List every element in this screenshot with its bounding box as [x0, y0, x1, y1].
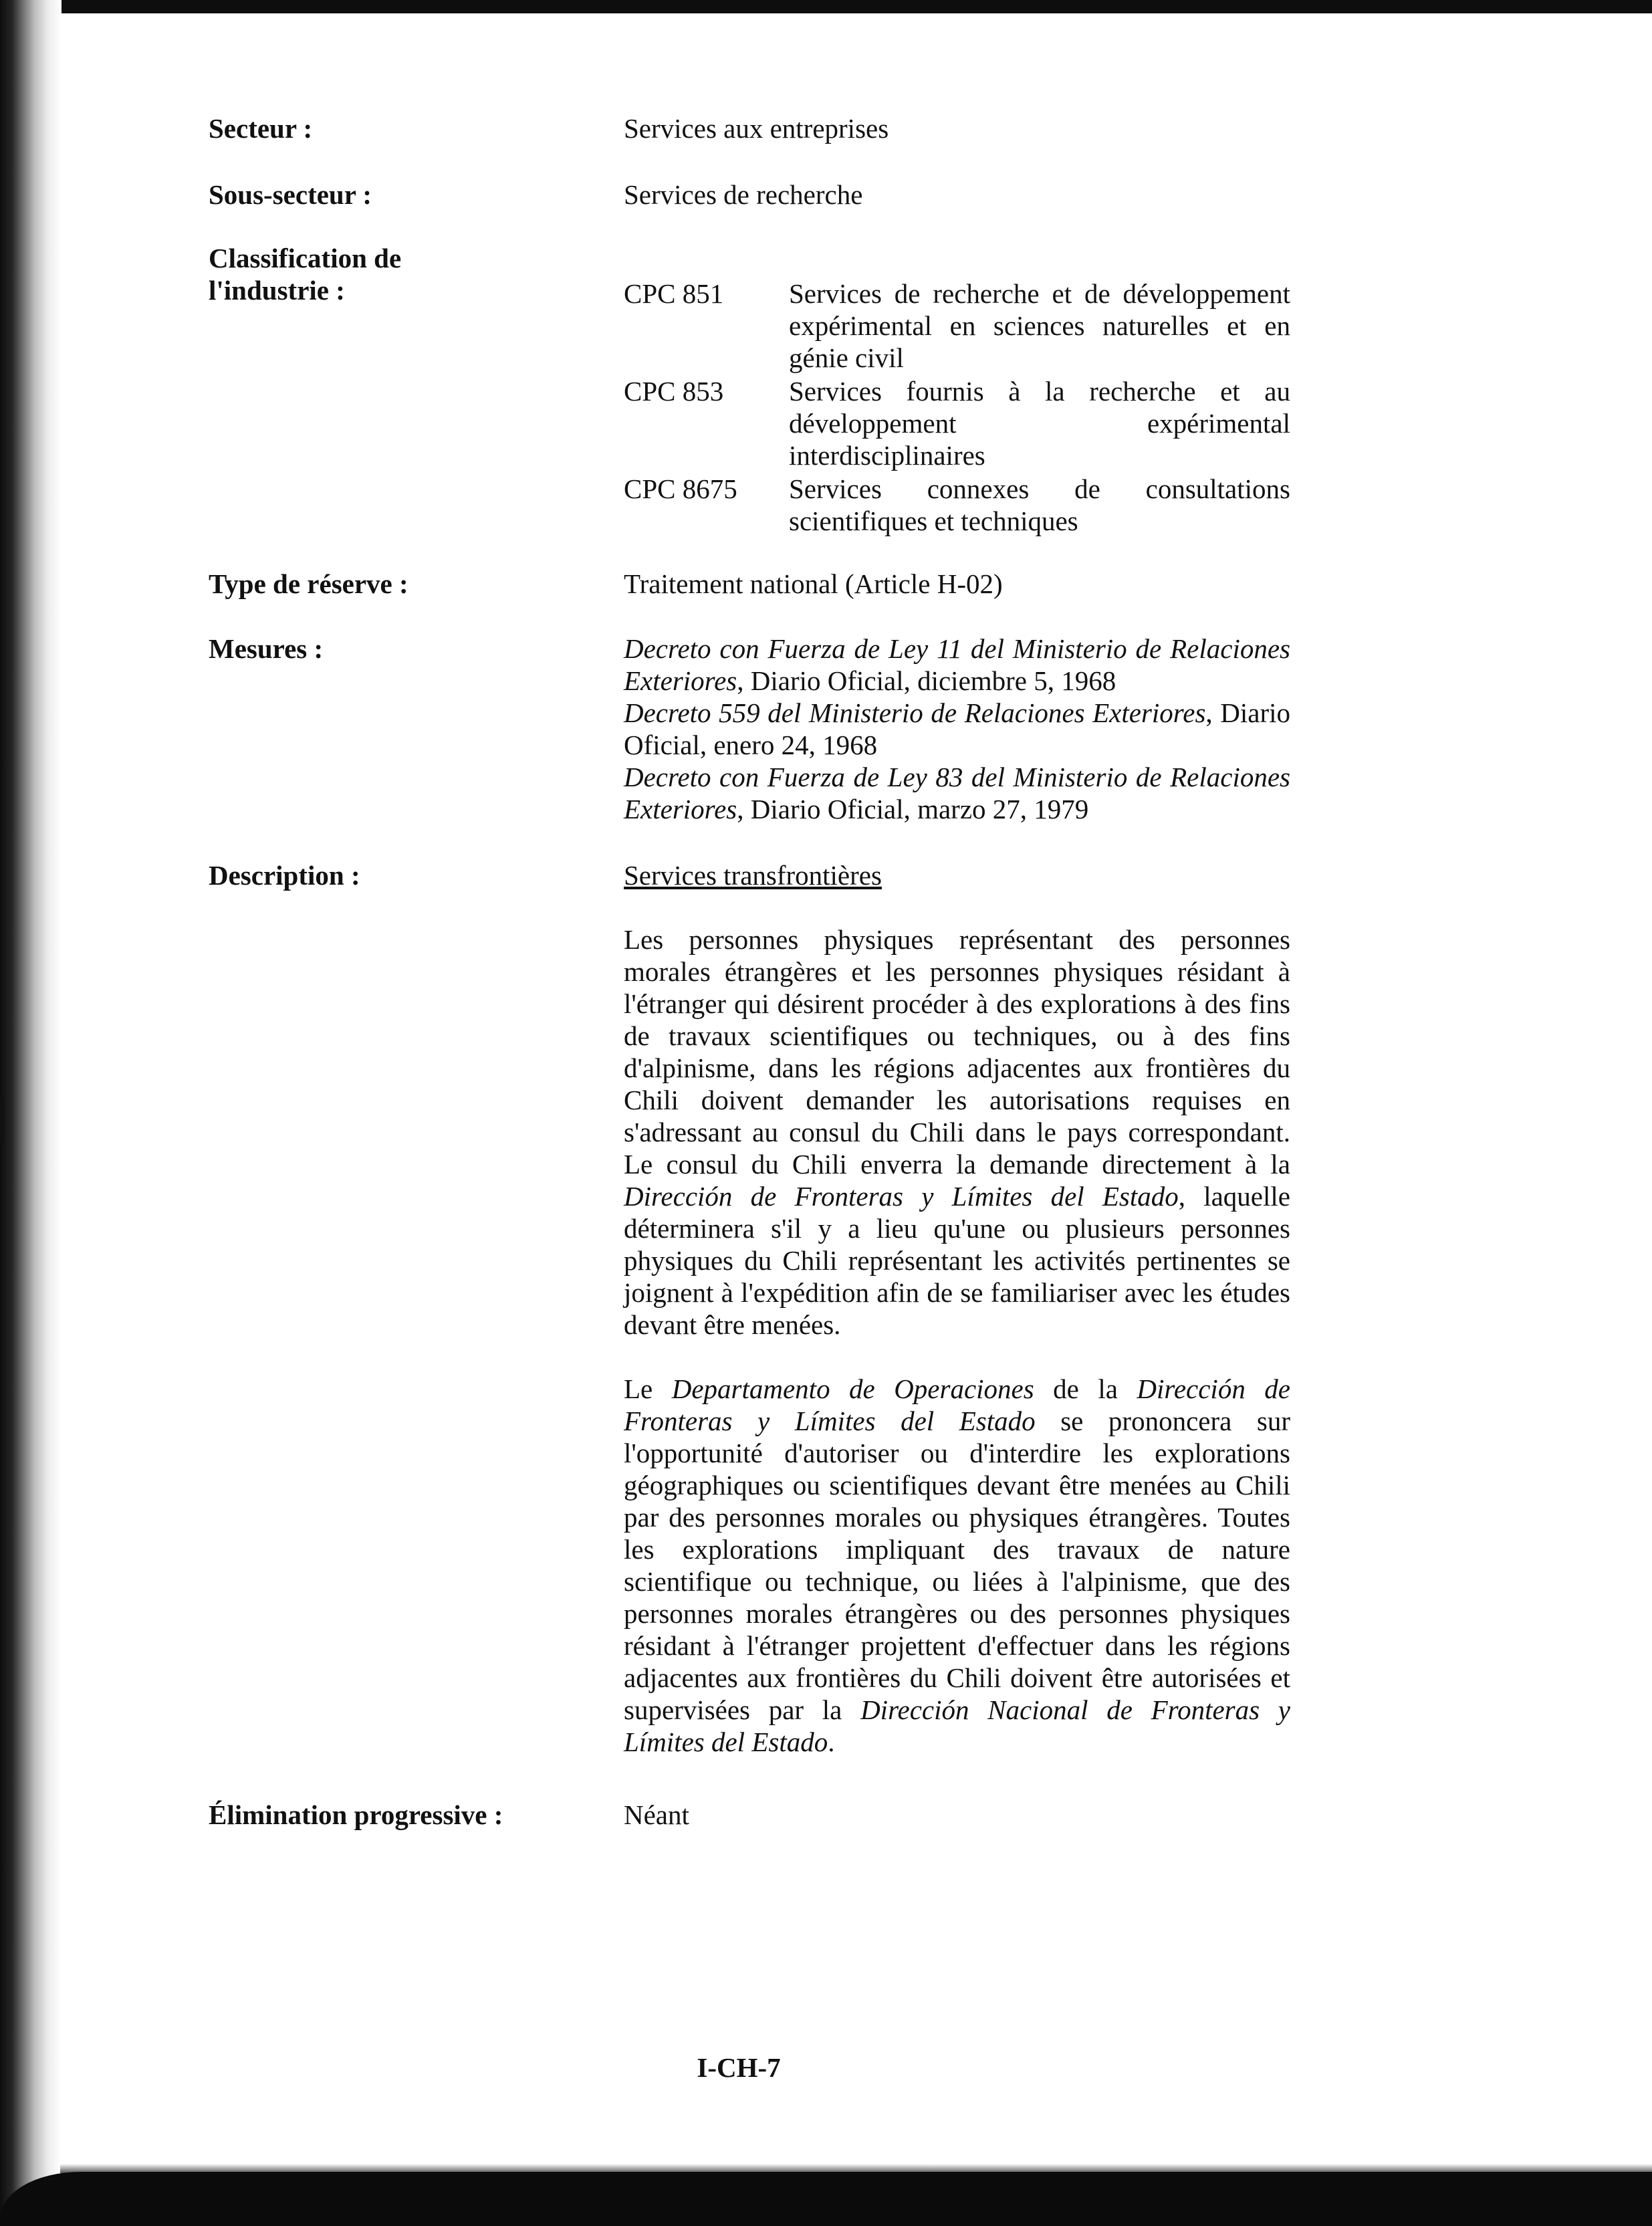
cpc-code: CPC 851 [624, 278, 724, 309]
agency-name: Dirección Nacional de Fronteras y Límites del Estado [624, 1694, 1290, 1757]
cpc-description: Services fournis à la recherche et au développement expérimental interdisciplinaires [789, 376, 1290, 471]
department-name: Departamento de Operaciones [671, 1373, 1034, 1404]
measure-source: , Diario Oficial, marzo 27, 1979 [737, 794, 1089, 824]
measure-title: Decreto con Fuerza de Ley 83 del Ministerio de Relaciones Exteriores [624, 762, 1290, 824]
agency-name: Dirección de Fronteras y Límites del Estado [624, 1181, 1179, 1212]
description-body [624, 859, 1290, 1758]
measure-item [624, 761, 1290, 825]
subsector-label: Sous-secteur : [209, 179, 372, 210]
cpc-code: CPC 853 [624, 376, 724, 407]
cpc-description: Services connexes de consultations scientifiques et techniques [789, 473, 1290, 536]
sector-label: Secteur : [209, 113, 313, 144]
measure-title: Decreto con Fuerza de Ley 11 del Ministerio de Relaciones Exteriores [624, 633, 1290, 696]
description-paragraph-2: Le Departamento de Operaciones de la Dirección de Fronteras y Límites del Estado se prononcera sur l'opportunité d'autoriser ou d'interdire les explorations géographiques ou scientifiques devant être menées au Chili par des personnes morales ou physiques étrangères. Toutes les explorations impliquant des travaux de nature scientifique ou technique, ou liées à l'alpinisme, que des personnes morales étrangères ou des personnes physiques résidant à l'étranger projettent d'effectuer dans les régions adjacentes aux frontières du Chili doivent être autorisées et supervisées par la Dirección Nacional de Fronteras y Límites del Estado. [624, 1373, 1290, 1757]
classification-label: Classification de l'industrie : [209, 243, 402, 306]
phase-out-value: Néant [624, 1799, 689, 1830]
scan-top-border [0, 0, 1652, 13]
reservation-type-value: Traitement national (Article H-02) [624, 568, 1003, 599]
measure-source: , Diario Oficial, diciembre 5, 1968 [737, 665, 1116, 696]
reservation-type-label: Type de réserve : [209, 568, 408, 599]
sector-value: Services aux entreprises [624, 113, 889, 144]
measure-source: , Diario Oficial, enero 24, 1968 [624, 697, 1291, 760]
description-paragraph-1: Les personnes physiques représentant des personnes morales étrangères et les personnes physiques résidant à l'étranger qui désirent procéder à des explorations à des fins de travaux scientifiques ou techniques, ou à des fins d'alpinisme, dans les régions adjacentes aux frontières du Chili doivent demander les autorisations requises en s'adressant au consul du Chili dans le pays correspondant. Le consul du Chili enverra la demande directement à la Dirección de Fronteras y Límites del Estado, laquelle déterminera s'il y a lieu qu'une ou plusieurs personnes physiques du Chili représentant les activités pertinentes se joignent à l'expédition afin de se familiariser avec les études devant être menées. [624, 924, 1290, 1340]
scan-left-mark [0, 1097, 4, 1143]
subsector-value: Services de recherche [624, 179, 863, 210]
page-number: I-CH-7 [697, 2052, 781, 2083]
scan-left-shadow [0, 0, 62, 2226]
cpc-code: CPC 8675 [624, 473, 737, 504]
phase-out-label: Élimination progressive : [209, 1799, 503, 1830]
agency-name: Dirección de Fronteras y Límites del Estado [624, 1373, 1290, 1436]
measure-title: Decreto 559 del Ministerio de Relaciones Exteriores [624, 697, 1206, 728]
measures-list [624, 633, 1290, 825]
measures-label: Mesures : [209, 633, 324, 664]
scan-bottom-border [0, 2172, 1652, 2226]
measure-item [624, 697, 1290, 761]
description-label: Description : [209, 860, 360, 891]
measure-item [624, 633, 1290, 697]
description-heading: Services transfrontières [624, 860, 882, 891]
cpc-description: Services de recherche et de développement expérimental en sciences naturelles et en génie civil [789, 278, 1290, 373]
